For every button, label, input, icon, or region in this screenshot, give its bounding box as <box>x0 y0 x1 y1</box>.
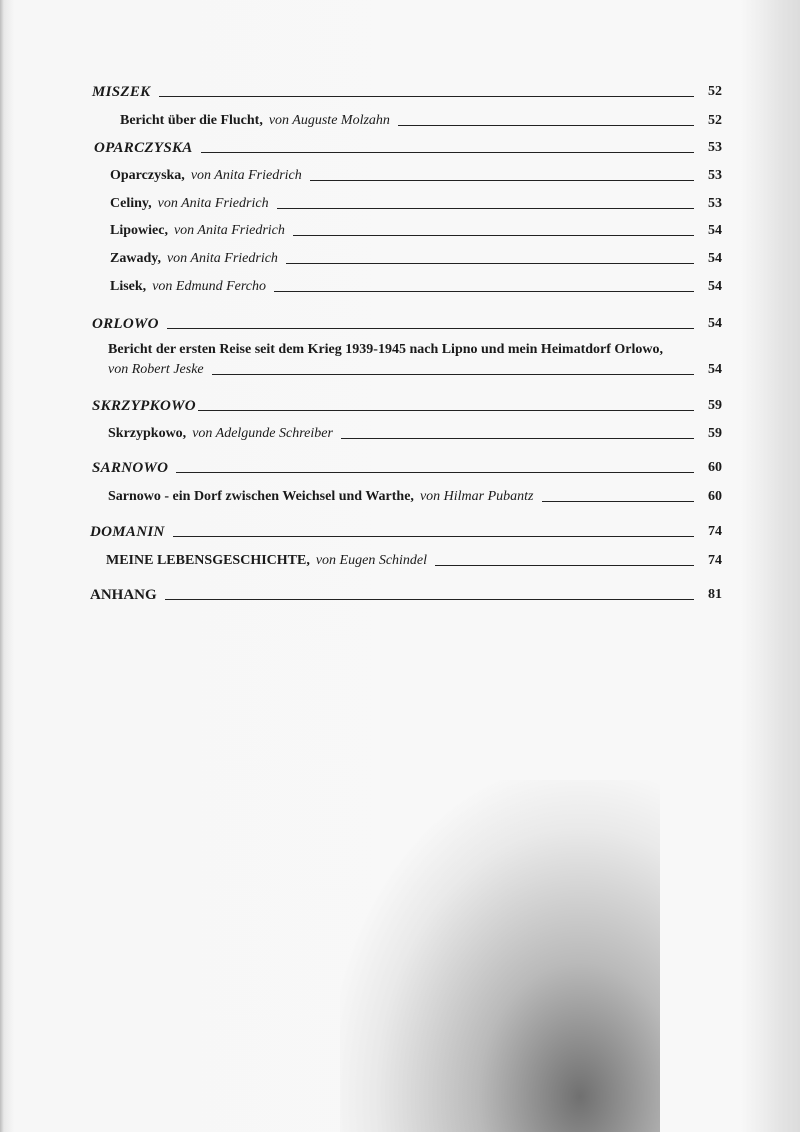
dot-leader <box>173 535 694 537</box>
toc-entry[interactable] <box>110 251 722 267</box>
page-number: 53 <box>708 196 722 211</box>
page-number: 59 <box>708 426 722 441</box>
entry-title: Sarnowo - ein Dorf zwischen Weichsel und Warthe, <box>108 489 414 504</box>
entry-author: von Anita Friedrich <box>190 168 302 183</box>
page-number: 81 <box>708 587 722 602</box>
toc-section-domanin[interactable] <box>90 524 722 540</box>
toc-entry[interactable] <box>110 196 722 212</box>
toc-entry[interactable] <box>110 223 722 239</box>
entry-title: Bericht über die Flucht, <box>120 113 263 128</box>
entry-title: Celiny, <box>110 196 152 211</box>
dot-leader <box>176 471 694 473</box>
page-number: 54 <box>708 279 722 294</box>
page-number: 74 <box>708 553 722 568</box>
section-title: MISZEK <box>92 84 151 100</box>
entry-author: von Hilmar Pubantz <box>419 489 534 504</box>
dot-leader <box>286 262 694 264</box>
dot-leader <box>274 290 694 292</box>
entry-title: Skrzypkowo, <box>108 426 187 441</box>
dot-leader <box>398 124 694 126</box>
entry-title: Oparczyska, <box>110 168 185 183</box>
dot-leader <box>542 500 695 502</box>
entry-author: von Edmund Fercho <box>152 279 266 294</box>
entry-author: von Anita Friedrich <box>173 223 285 238</box>
section-title: ORLOWO <box>92 316 159 332</box>
section-title: DOMANIN <box>90 524 165 540</box>
toc-entry[interactable] <box>110 279 722 295</box>
toc-entry[interactable] <box>108 489 722 505</box>
toc-section-skrzypkowo[interactable] <box>92 398 722 414</box>
dot-leader <box>167 327 694 329</box>
page-number: 53 <box>708 140 722 155</box>
entry-author: von Anita Friedrich <box>157 196 269 211</box>
entry-title: MEINE LEBENSGESCHICHTE, <box>106 553 310 568</box>
toc-section-miszek[interactable] <box>92 84 722 100</box>
dot-leader <box>293 234 694 236</box>
entry-author: von Robert Jeske <box>108 362 204 377</box>
dot-leader <box>310 179 694 181</box>
dot-leader <box>198 409 694 411</box>
dot-leader <box>435 564 694 566</box>
dot-leader <box>165 598 694 600</box>
page-number: 60 <box>708 460 722 475</box>
page-number: 59 <box>708 398 722 413</box>
toc-entry[interactable] <box>108 426 722 442</box>
entry-author: von Adelgunde Schreiber <box>192 426 333 441</box>
page-number: 52 <box>708 84 722 99</box>
section-title: SARNOWO <box>92 460 169 476</box>
section-title: OPARCZYSKA <box>94 140 193 156</box>
dot-leader <box>212 373 694 375</box>
toc-section-sarnowo[interactable] <box>92 460 722 476</box>
page-number: 74 <box>708 524 722 539</box>
toc-section-oparczyska[interactable] <box>94 140 722 156</box>
entry-author: von Eugen Schindel <box>315 553 428 568</box>
page-number: 52 <box>708 113 722 128</box>
page-number: 54 <box>708 223 722 238</box>
entry-title: Lipowiec, <box>110 223 168 238</box>
entry-author: von Auguste Molzahn <box>268 113 390 128</box>
toc-entry[interactable] <box>110 168 722 184</box>
page-number: 53 <box>708 168 722 183</box>
page-number: 54 <box>708 251 722 266</box>
page-number: 54 <box>708 362 722 377</box>
dot-leader <box>201 151 694 153</box>
dot-leader <box>277 207 694 209</box>
page-number: 60 <box>708 489 722 504</box>
entry-title: Zawady, <box>110 251 161 266</box>
page-number: 54 <box>708 316 722 331</box>
toc-entry[interactable] <box>106 553 722 569</box>
toc-section-anhang[interactable] <box>90 587 722 603</box>
toc-entry[interactable] <box>120 113 722 129</box>
entry-title: Bericht der ersten Reise seit dem Krieg 1939-1945 nach Lipno und mein Heimatdorf Orlowo, <box>108 342 664 357</box>
toc-entry-title-line[interactable] <box>108 342 722 358</box>
entry-author: von Anita Friedrich <box>166 251 278 266</box>
toc-section-orlowo[interactable] <box>92 316 722 332</box>
section-title: SKRZYPKOWO <box>92 398 196 414</box>
entry-title: Lisek, <box>110 279 147 294</box>
section-title: ANHANG <box>90 587 157 603</box>
dot-leader <box>159 95 695 97</box>
dot-leader <box>341 437 694 439</box>
toc-entry[interactable] <box>108 362 722 378</box>
